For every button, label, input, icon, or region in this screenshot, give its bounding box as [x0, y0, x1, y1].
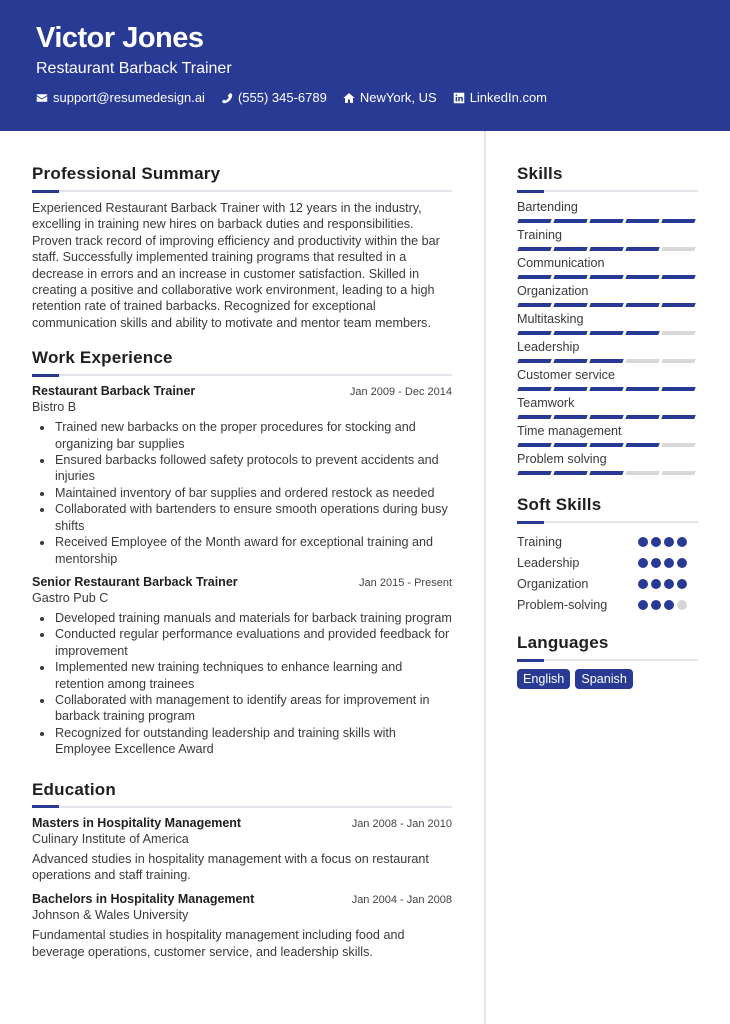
rating-dot — [664, 558, 674, 568]
education-dates: Jan 2008 - Jan 2010 — [351, 817, 452, 830]
rating-segment — [589, 359, 623, 363]
rating-segment — [517, 387, 551, 391]
rating-segment — [625, 415, 659, 419]
contact-location — [343, 90, 437, 105]
soft-skills-section — [517, 495, 698, 615]
soft-skill-item — [517, 552, 698, 573]
skill-item — [517, 256, 698, 279]
resume-header — [0, 0, 730, 131]
rating-segment — [625, 471, 659, 475]
section-rule — [517, 521, 698, 523]
rating-dot — [651, 579, 661, 589]
rating-segment — [517, 331, 551, 335]
rating-segment — [589, 471, 623, 475]
education-description: Advanced studies in hospitality management with a focus on restaurant operations and staff training. — [32, 851, 429, 882]
rating-dot — [651, 558, 661, 568]
skill-label: Customer service — [517, 368, 615, 382]
section-title: Work Experience — [32, 348, 173, 368]
bullet-item: • Collaborated with management to identify areas for improvement in barback training program — [54, 692, 452, 725]
rating-segment — [625, 219, 659, 223]
section-rule — [32, 806, 452, 808]
candidate-name: Victor Jones — [36, 22, 204, 54]
skill-rating-bars — [517, 359, 698, 363]
soft-skill-label: Organization — [517, 576, 589, 591]
rating-segment — [625, 359, 659, 363]
rating-segment — [553, 303, 587, 307]
rating-dot — [677, 558, 687, 568]
bullet-item: • Developed training manuals and materials for barback training program — [54, 610, 452, 626]
skills-section — [517, 164, 698, 475]
language-tag: English — [517, 669, 570, 689]
skill-rating-bars — [517, 443, 698, 447]
skills-list — [517, 200, 698, 475]
rating-segment — [553, 359, 587, 363]
skill-label: Leadership — [517, 340, 580, 354]
section-rule — [517, 659, 698, 661]
phone-icon — [221, 92, 233, 104]
skill-label: Bartending — [517, 200, 578, 214]
skill-label: Multitasking — [517, 312, 584, 326]
soft-skill-item — [517, 594, 698, 615]
education-description: Fundamental studies in hospitality management including food and beverage operations, customer service, and leadership skills. — [32, 928, 405, 959]
rating-segment — [589, 303, 623, 307]
languages-section — [517, 633, 698, 689]
rating-segment — [553, 443, 587, 447]
contact-linkedin-text: LinkedIn.com — [469, 90, 548, 105]
education-entry — [32, 892, 452, 960]
column-divider — [484, 131, 486, 1024]
rating-segment — [661, 359, 695, 363]
rating-segment — [517, 247, 551, 251]
bullet-item: • Trained new barbacks on the proper procedures for stocking and organizing bar supplies — [54, 419, 452, 452]
rating-segment — [517, 275, 551, 279]
job-bullets — [32, 419, 452, 567]
bullet-item: • Conducted regular performance evaluations and provided feedback for improvement — [54, 626, 452, 659]
rating-segment — [589, 219, 623, 223]
skill-item — [517, 284, 698, 307]
rating-segment — [517, 471, 551, 475]
skill-rating-bars — [517, 331, 698, 335]
rating-segment — [661, 443, 695, 447]
section-title: Professional Summary — [32, 164, 221, 183]
rating-segment — [625, 275, 659, 279]
contact-email[interactable] — [36, 90, 205, 105]
rating-segment — [517, 219, 551, 223]
experience-entry — [32, 575, 452, 758]
envelope-icon — [36, 92, 48, 104]
rating-segment — [661, 387, 695, 391]
rating-dot — [638, 537, 648, 547]
rating-segment — [625, 247, 659, 251]
soft-skills-list — [517, 531, 698, 615]
rating-dot — [638, 579, 648, 589]
school-name: Culinary Institute of America — [32, 831, 189, 846]
soft-skill-rating-dots — [638, 558, 698, 568]
rating-dot — [664, 579, 674, 589]
rating-segment — [517, 415, 551, 419]
skill-item — [517, 340, 698, 363]
contact-phone[interactable] — [221, 90, 327, 105]
contact-email-text: support@resumedesign.ai — [53, 90, 205, 105]
rating-dot — [664, 537, 674, 547]
education-section — [32, 780, 452, 961]
home-icon — [343, 92, 355, 104]
soft-skill-rating-dots — [638, 600, 698, 610]
rating-dot — [677, 537, 687, 547]
rating-segment — [625, 443, 659, 447]
degree-title: Masters in Hospitality Management — [32, 815, 242, 830]
rating-segment — [553, 415, 587, 419]
skill-rating-bars — [517, 387, 698, 391]
rating-segment — [625, 303, 659, 307]
job-bullets — [32, 610, 452, 758]
degree-title: Bachelors in Hospitality Management — [32, 892, 255, 907]
contact-phone-text: (555) 345-6789 — [237, 90, 327, 105]
summary-text: Experienced Restaurant Barback Trainer with 12 years in the industry, excelling in training new hires on barback duties and responsibilities. Proven track record of improving efficiency and productivity within the bar staff. Successfully implemented training programs that resulted in a decrease in errors and an increase in customer satisfaction. Skilled in creating a positive and collaborative work environment, leading to a high retention rate of trained barbacks. Recognized for exceptional communication skills and ability to motivate and mentor team members. — [32, 201, 440, 330]
section-title: Soft Skills — [517, 495, 602, 514]
skill-rating-bars — [517, 415, 698, 419]
education-entry — [32, 816, 452, 884]
rating-dot — [677, 579, 687, 589]
rating-segment — [625, 387, 659, 391]
rating-segment — [589, 331, 623, 335]
soft-skill-label: Problem-solving — [517, 597, 608, 612]
job-dates: Jan 2009 - Dec 2014 — [349, 386, 452, 399]
bullet-item: • Collaborated with bartenders to ensure smooth operations during busy shifts — [54, 501, 452, 534]
contact-list — [36, 90, 547, 105]
soft-skill-item — [517, 531, 698, 552]
languages-list — [517, 669, 698, 689]
linkedin-icon — [453, 92, 465, 104]
rating-segment — [553, 219, 587, 223]
rating-segment — [553, 471, 587, 475]
experience-entry — [32, 384, 452, 567]
rating-segment — [589, 387, 623, 391]
rating-segment — [589, 275, 623, 279]
skill-item — [517, 368, 698, 391]
section-rule — [32, 190, 452, 192]
language-tag: Spanish — [575, 669, 633, 689]
soft-skill-label: Leadership — [517, 555, 580, 570]
skill-item — [517, 312, 698, 335]
job-title: Senior Restaurant Barback Trainer — [32, 574, 238, 589]
skill-rating-bars — [517, 303, 698, 307]
rating-segment — [661, 219, 695, 223]
summary-section — [32, 164, 452, 331]
skill-rating-bars — [517, 471, 698, 475]
rating-dot — [638, 558, 648, 568]
skill-label: Organization — [517, 284, 589, 298]
soft-skill-rating-dots — [638, 537, 698, 547]
rating-segment — [517, 303, 551, 307]
bullet-item: • Received Employee of the Month award for exceptional training and mentorship — [54, 534, 452, 567]
education-dates: Jan 2004 - Jan 2008 — [351, 894, 452, 907]
rating-segment — [625, 331, 659, 335]
bullet-item: • Implemented new training techniques to enhance learning and retention among trainees — [54, 659, 452, 692]
rating-segment — [589, 247, 623, 251]
skill-item — [517, 200, 698, 223]
rating-segment — [661, 331, 695, 335]
school-name: Johnson & Wales University — [32, 908, 189, 923]
rating-dot — [664, 600, 674, 610]
rating-segment — [661, 471, 695, 475]
contact-linkedin[interactable] — [453, 90, 547, 105]
soft-skill-item — [517, 573, 698, 594]
employer: Gastro Pub C — [32, 590, 109, 605]
section-title: Languages — [517, 633, 609, 652]
skill-label: Communication — [517, 256, 605, 270]
rating-dot — [638, 600, 648, 610]
skill-label: Problem solving — [517, 452, 607, 466]
rating-segment — [517, 443, 551, 447]
skill-item — [517, 424, 698, 447]
main-column — [32, 131, 452, 960]
rating-segment — [661, 247, 695, 251]
skill-label: Teamwork — [517, 396, 575, 410]
rating-segment — [661, 303, 695, 307]
skill-item — [517, 452, 698, 475]
rating-segment — [553, 331, 587, 335]
rating-segment — [517, 359, 551, 363]
rating-segment — [589, 443, 623, 447]
rating-segment — [553, 275, 587, 279]
skill-rating-bars — [517, 275, 698, 279]
skill-item — [517, 228, 698, 251]
bullet-item: • Recognized for outstanding leadership and training skills with Employee Excellence Award — [54, 725, 452, 758]
section-title: Education — [32, 779, 116, 799]
bullet-item: • Ensured barbacks followed safety protocols to prevent accidents and injuries — [54, 452, 452, 485]
job-dates: Jan 2015 - Present — [359, 576, 452, 589]
soft-skill-rating-dots — [638, 579, 698, 589]
skill-item — [517, 396, 698, 419]
rating-segment — [661, 415, 695, 419]
rating-dot — [677, 600, 687, 610]
soft-skill-label: Training — [517, 534, 563, 549]
employer: Bistro B — [32, 400, 77, 415]
skill-label: Training — [517, 228, 563, 242]
candidate-role: Restaurant Barback Trainer — [36, 60, 232, 77]
rating-segment — [553, 387, 587, 391]
job-title: Restaurant Barback Trainer — [32, 384, 196, 399]
rating-dot — [651, 600, 661, 610]
skill-label: Time management — [517, 424, 622, 438]
experience-section — [32, 348, 452, 757]
section-rule — [517, 190, 698, 192]
skill-rating-bars — [517, 247, 698, 251]
section-rule — [32, 374, 452, 376]
contact-location-text: NewYork, US — [359, 90, 437, 105]
rating-dot — [651, 537, 661, 547]
rating-segment — [661, 275, 695, 279]
rating-segment — [553, 247, 587, 251]
section-title: Skills — [517, 164, 563, 183]
skill-rating-bars — [517, 219, 698, 223]
rating-segment — [589, 415, 623, 419]
bullet-item: • Maintained inventory of bar supplies and ordered restock as needed — [54, 485, 452, 501]
sidebar-column — [517, 131, 698, 689]
